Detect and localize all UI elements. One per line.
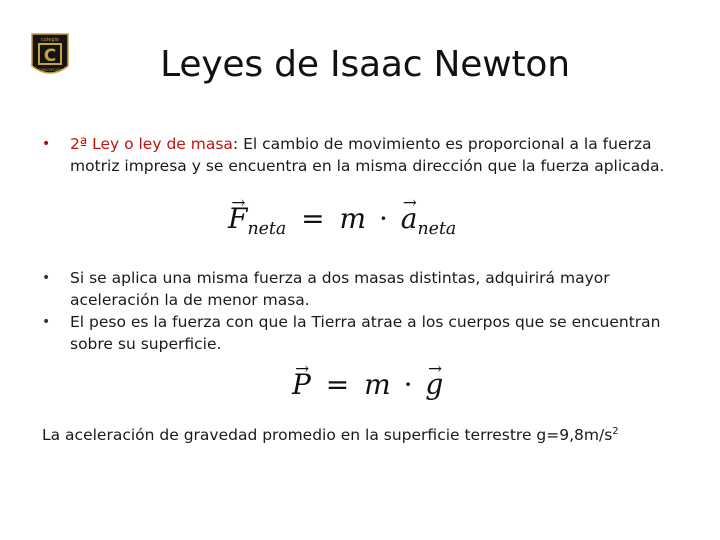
bullet-list-bottom [42,267,690,355]
bullet-list-top [42,133,690,177]
gravity-footnote [42,426,619,444]
law-description: : El cambio de movimiento es proporcional a la fuerza motriz impresa y se encuentra en la misma dirección que la fuerza aplicada. [70,135,665,175]
bullet-item-mass-acceleration [42,267,690,311]
weight-vector-symbol: → P [292,368,311,401]
formula-weight [292,368,443,401]
equals-sign: = [325,368,350,401]
dot-operator: · [378,202,388,235]
mass-symbol: m [339,202,367,235]
bullet-item-second-law [42,133,690,177]
force-subscript: neta [247,219,287,240]
footnote-text: La aceleración de gravedad promedio en la superficie terrestre g=9,8m/s [42,426,613,445]
bullet-text: Si se aplica una misma fuerza a dos masas distintas, adquirirá mayor aceleración la de menor masa. [70,269,610,309]
page-title: Leyes de Isaac Newton [160,44,570,85]
logo-top-text: colegio [41,37,59,43]
formula-force [228,202,456,239]
force-vector-symbol: → F [228,202,247,235]
law-label: 2ª Ley o ley de masa [70,135,233,153]
footnote-exponent: 2 [612,426,619,437]
gravity-vector-symbol: → g [425,368,443,401]
acceleration-vector-symbol: → a [401,202,418,235]
bullet-item-weight [42,311,690,355]
bullet-dot-icon: • [42,314,51,330]
dot-operator: · [403,368,413,401]
acceleration-subscript: neta [417,219,457,240]
bullet-text: El peso es la fuerza con que la Tierra atrae a los cuerpos que se encuentran sobre su superficie. [70,313,661,353]
equals-sign: = [301,202,325,235]
bullet-dot-icon: • [42,270,51,286]
logo-bottom-text: CONCEPCION [37,68,63,72]
bullet-dot-icon: • [42,136,51,152]
mass-symbol: m [364,368,391,401]
logo-letter: C [43,46,57,66]
